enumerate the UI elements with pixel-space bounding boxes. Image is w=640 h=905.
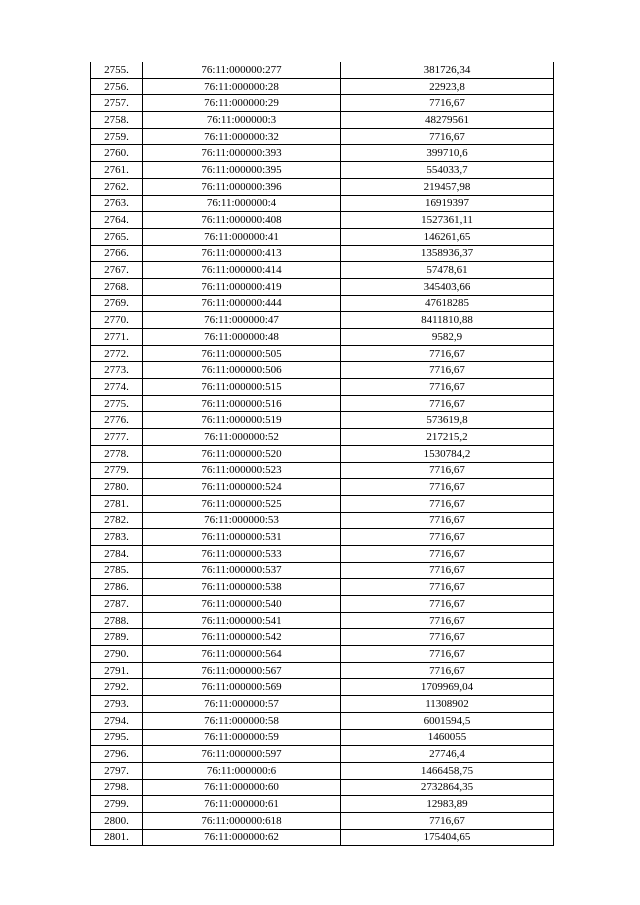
row-number-cell: 2775. xyxy=(91,395,143,412)
cadastral-number-cell: 76:11:000000:62 xyxy=(143,829,341,846)
cadastral-number-cell: 76:11:000000:516 xyxy=(143,395,341,412)
value-cell: 2732864,35 xyxy=(341,779,554,796)
table-row xyxy=(91,612,554,629)
value-cell: 9582,9 xyxy=(341,329,554,346)
table-row xyxy=(91,495,554,512)
value-cell: 554033,7 xyxy=(341,162,554,179)
cadastral-number-cell: 76:11:000000:618 xyxy=(143,812,341,829)
row-number-cell: 2781. xyxy=(91,495,143,512)
value-cell: 48279561 xyxy=(341,112,554,129)
value-cell: 7716,67 xyxy=(341,662,554,679)
table-row xyxy=(91,112,554,129)
table-row xyxy=(91,479,554,496)
row-number-cell: 2780. xyxy=(91,479,143,496)
row-number-cell: 2771. xyxy=(91,329,143,346)
cadastral-number-cell: 76:11:000000:52 xyxy=(143,429,341,446)
table-row xyxy=(91,829,554,846)
value-cell: 7716,67 xyxy=(341,379,554,396)
row-number-cell: 2793. xyxy=(91,696,143,713)
table-row xyxy=(91,796,554,813)
row-number-cell: 2797. xyxy=(91,762,143,779)
row-number-cell: 2787. xyxy=(91,596,143,613)
value-cell: 146261,65 xyxy=(341,228,554,245)
cadastral-number-cell: 76:11:000000:61 xyxy=(143,796,341,813)
row-number-cell: 2760. xyxy=(91,145,143,162)
row-number-cell: 2800. xyxy=(91,812,143,829)
row-number-cell: 2799. xyxy=(91,796,143,813)
cadastral-number-cell: 76:11:000000:29 xyxy=(143,95,341,112)
table-row xyxy=(91,596,554,613)
table-row xyxy=(91,579,554,596)
table-row xyxy=(91,662,554,679)
cadastral-number-cell: 76:11:000000:537 xyxy=(143,562,341,579)
cadastral-number-cell: 76:11:000000:408 xyxy=(143,212,341,229)
value-cell: 7716,67 xyxy=(341,812,554,829)
cadastral-number-cell: 76:11:000000:6 xyxy=(143,762,341,779)
cadastral-number-cell: 76:11:000000:28 xyxy=(143,78,341,95)
row-number-cell: 2756. xyxy=(91,78,143,95)
table-row xyxy=(91,262,554,279)
value-cell: 573619,8 xyxy=(341,412,554,429)
table-row xyxy=(91,545,554,562)
table-row xyxy=(91,779,554,796)
cadastral-number-cell: 76:11:000000:538 xyxy=(143,579,341,596)
value-cell: 219457,98 xyxy=(341,178,554,195)
value-cell: 7716,67 xyxy=(341,395,554,412)
cadastral-number-cell: 76:11:000000:520 xyxy=(143,445,341,462)
value-cell: 399710,6 xyxy=(341,145,554,162)
value-cell: 8411810,88 xyxy=(341,312,554,329)
value-cell: 12983,89 xyxy=(341,796,554,813)
cadastral-number-cell: 76:11:000000:277 xyxy=(143,62,341,78)
cadastral-number-cell: 76:11:000000:60 xyxy=(143,779,341,796)
value-cell: 7716,67 xyxy=(341,512,554,529)
row-number-cell: 2789. xyxy=(91,629,143,646)
table-row xyxy=(91,762,554,779)
value-cell: 175404,65 xyxy=(341,829,554,846)
table-row xyxy=(91,145,554,162)
table-row xyxy=(91,228,554,245)
value-cell: 7716,67 xyxy=(341,579,554,596)
cadastral-number-cell: 76:11:000000:515 xyxy=(143,379,341,396)
row-number-cell: 2796. xyxy=(91,746,143,763)
table-row xyxy=(91,462,554,479)
value-cell: 1527361,11 xyxy=(341,212,554,229)
value-cell: 1466458,75 xyxy=(341,762,554,779)
value-cell: 11308902 xyxy=(341,696,554,713)
table-row xyxy=(91,679,554,696)
value-cell: 7716,67 xyxy=(341,345,554,362)
value-cell: 7716,67 xyxy=(341,612,554,629)
cadastral-number-cell: 76:11:000000:525 xyxy=(143,495,341,512)
row-number-cell: 2782. xyxy=(91,512,143,529)
cadastral-number-cell: 76:11:000000:564 xyxy=(143,646,341,663)
row-number-cell: 2758. xyxy=(91,112,143,129)
value-cell: 7716,67 xyxy=(341,95,554,112)
table-row xyxy=(91,345,554,362)
table-row xyxy=(91,529,554,546)
value-cell: 7716,67 xyxy=(341,629,554,646)
cadastral-number-cell: 76:11:000000:57 xyxy=(143,696,341,713)
value-cell: 6001594,5 xyxy=(341,712,554,729)
row-number-cell: 2765. xyxy=(91,228,143,245)
value-cell: 7716,67 xyxy=(341,529,554,546)
table-row xyxy=(91,162,554,179)
row-number-cell: 2791. xyxy=(91,662,143,679)
row-number-cell: 2773. xyxy=(91,362,143,379)
cadastral-number-cell: 76:11:000000:569 xyxy=(143,679,341,696)
cadastral-number-cell: 76:11:000000:32 xyxy=(143,128,341,145)
row-number-cell: 2784. xyxy=(91,545,143,562)
cadastral-number-cell: 76:11:000000:567 xyxy=(143,662,341,679)
cadastral-number-cell: 76:11:000000:541 xyxy=(143,612,341,629)
value-cell: 7716,67 xyxy=(341,545,554,562)
table-row xyxy=(91,646,554,663)
table-row xyxy=(91,629,554,646)
data-table xyxy=(90,62,554,846)
table-row xyxy=(91,312,554,329)
cadastral-number-cell: 76:11:000000:3 xyxy=(143,112,341,129)
row-number-cell: 2761. xyxy=(91,162,143,179)
value-cell: 47618285 xyxy=(341,295,554,312)
row-number-cell: 2786. xyxy=(91,579,143,596)
value-cell: 16919397 xyxy=(341,195,554,212)
cadastral-number-cell: 76:11:000000:524 xyxy=(143,479,341,496)
value-cell: 7716,67 xyxy=(341,462,554,479)
cadastral-number-cell: 76:11:000000:523 xyxy=(143,462,341,479)
table-row xyxy=(91,245,554,262)
value-cell: 7716,67 xyxy=(341,562,554,579)
cadastral-number-cell: 76:11:000000:413 xyxy=(143,245,341,262)
value-cell: 27746,4 xyxy=(341,746,554,763)
table-row xyxy=(91,395,554,412)
table-row xyxy=(91,212,554,229)
row-number-cell: 2763. xyxy=(91,195,143,212)
table-body xyxy=(91,62,554,846)
value-cell: 22923,8 xyxy=(341,78,554,95)
row-number-cell: 2768. xyxy=(91,278,143,295)
row-number-cell: 2755. xyxy=(91,62,143,78)
cadastral-number-cell: 76:11:000000:505 xyxy=(143,345,341,362)
value-cell: 1358936,37 xyxy=(341,245,554,262)
value-cell: 57478,61 xyxy=(341,262,554,279)
cadastral-number-cell: 76:11:000000:48 xyxy=(143,329,341,346)
row-number-cell: 2776. xyxy=(91,412,143,429)
cadastral-number-cell: 76:11:000000:4 xyxy=(143,195,341,212)
row-number-cell: 2777. xyxy=(91,429,143,446)
table-row xyxy=(91,379,554,396)
row-number-cell: 2783. xyxy=(91,529,143,546)
row-number-cell: 2794. xyxy=(91,712,143,729)
row-number-cell: 2801. xyxy=(91,829,143,846)
row-number-cell: 2779. xyxy=(91,462,143,479)
cadastral-number-cell: 76:11:000000:414 xyxy=(143,262,341,279)
table-row xyxy=(91,729,554,746)
row-number-cell: 2774. xyxy=(91,379,143,396)
table-row xyxy=(91,295,554,312)
row-number-cell: 2769. xyxy=(91,295,143,312)
row-number-cell: 2790. xyxy=(91,646,143,663)
cadastral-number-cell: 76:11:000000:393 xyxy=(143,145,341,162)
value-cell: 7716,67 xyxy=(341,128,554,145)
cadastral-number-cell: 76:11:000000:419 xyxy=(143,278,341,295)
row-number-cell: 2792. xyxy=(91,679,143,696)
value-cell: 7716,67 xyxy=(341,646,554,663)
cadastral-number-cell: 76:11:000000:59 xyxy=(143,729,341,746)
table-row xyxy=(91,696,554,713)
cadastral-number-cell: 76:11:000000:47 xyxy=(143,312,341,329)
table-row xyxy=(91,78,554,95)
table-row xyxy=(91,512,554,529)
value-cell: 1460055 xyxy=(341,729,554,746)
cadastral-number-cell: 76:11:000000:519 xyxy=(143,412,341,429)
table-row xyxy=(91,278,554,295)
cadastral-number-cell: 76:11:000000:531 xyxy=(143,529,341,546)
row-number-cell: 2767. xyxy=(91,262,143,279)
value-cell: 381726,34 xyxy=(341,62,554,78)
cadastral-number-cell: 76:11:000000:41 xyxy=(143,228,341,245)
value-cell: 217215,2 xyxy=(341,429,554,446)
value-cell: 7716,67 xyxy=(341,362,554,379)
row-number-cell: 2757. xyxy=(91,95,143,112)
table-row xyxy=(91,429,554,446)
table-row xyxy=(91,812,554,829)
table-row xyxy=(91,712,554,729)
value-cell: 7716,67 xyxy=(341,596,554,613)
value-cell: 7716,67 xyxy=(341,479,554,496)
cadastral-number-cell: 76:11:000000:395 xyxy=(143,162,341,179)
row-number-cell: 2785. xyxy=(91,562,143,579)
row-number-cell: 2798. xyxy=(91,779,143,796)
cadastral-number-cell: 76:11:000000:542 xyxy=(143,629,341,646)
value-cell: 345403,66 xyxy=(341,278,554,295)
row-number-cell: 2764. xyxy=(91,212,143,229)
value-cell: 7716,67 xyxy=(341,495,554,512)
cadastral-number-cell: 76:11:000000:540 xyxy=(143,596,341,613)
table-row xyxy=(91,562,554,579)
table-row xyxy=(91,445,554,462)
table-row xyxy=(91,178,554,195)
row-number-cell: 2778. xyxy=(91,445,143,462)
value-cell: 1709969,04 xyxy=(341,679,554,696)
table-row xyxy=(91,62,554,78)
cadastral-number-cell: 76:11:000000:533 xyxy=(143,545,341,562)
row-number-cell: 2795. xyxy=(91,729,143,746)
row-number-cell: 2772. xyxy=(91,345,143,362)
row-number-cell: 2770. xyxy=(91,312,143,329)
table-row xyxy=(91,362,554,379)
cadastral-number-cell: 76:11:000000:444 xyxy=(143,295,341,312)
table-row xyxy=(91,412,554,429)
row-number-cell: 2762. xyxy=(91,178,143,195)
table-row xyxy=(91,195,554,212)
cadastral-number-cell: 76:11:000000:53 xyxy=(143,512,341,529)
table-row xyxy=(91,329,554,346)
table-row xyxy=(91,746,554,763)
row-number-cell: 2788. xyxy=(91,612,143,629)
cadastral-number-cell: 76:11:000000:396 xyxy=(143,178,341,195)
cadastral-number-cell: 76:11:000000:597 xyxy=(143,746,341,763)
value-cell: 1530784,2 xyxy=(341,445,554,462)
cadastral-number-cell: 76:11:000000:58 xyxy=(143,712,341,729)
row-number-cell: 2759. xyxy=(91,128,143,145)
table-row xyxy=(91,128,554,145)
row-number-cell: 2766. xyxy=(91,245,143,262)
cadastral-number-cell: 76:11:000000:506 xyxy=(143,362,341,379)
table-row xyxy=(91,95,554,112)
